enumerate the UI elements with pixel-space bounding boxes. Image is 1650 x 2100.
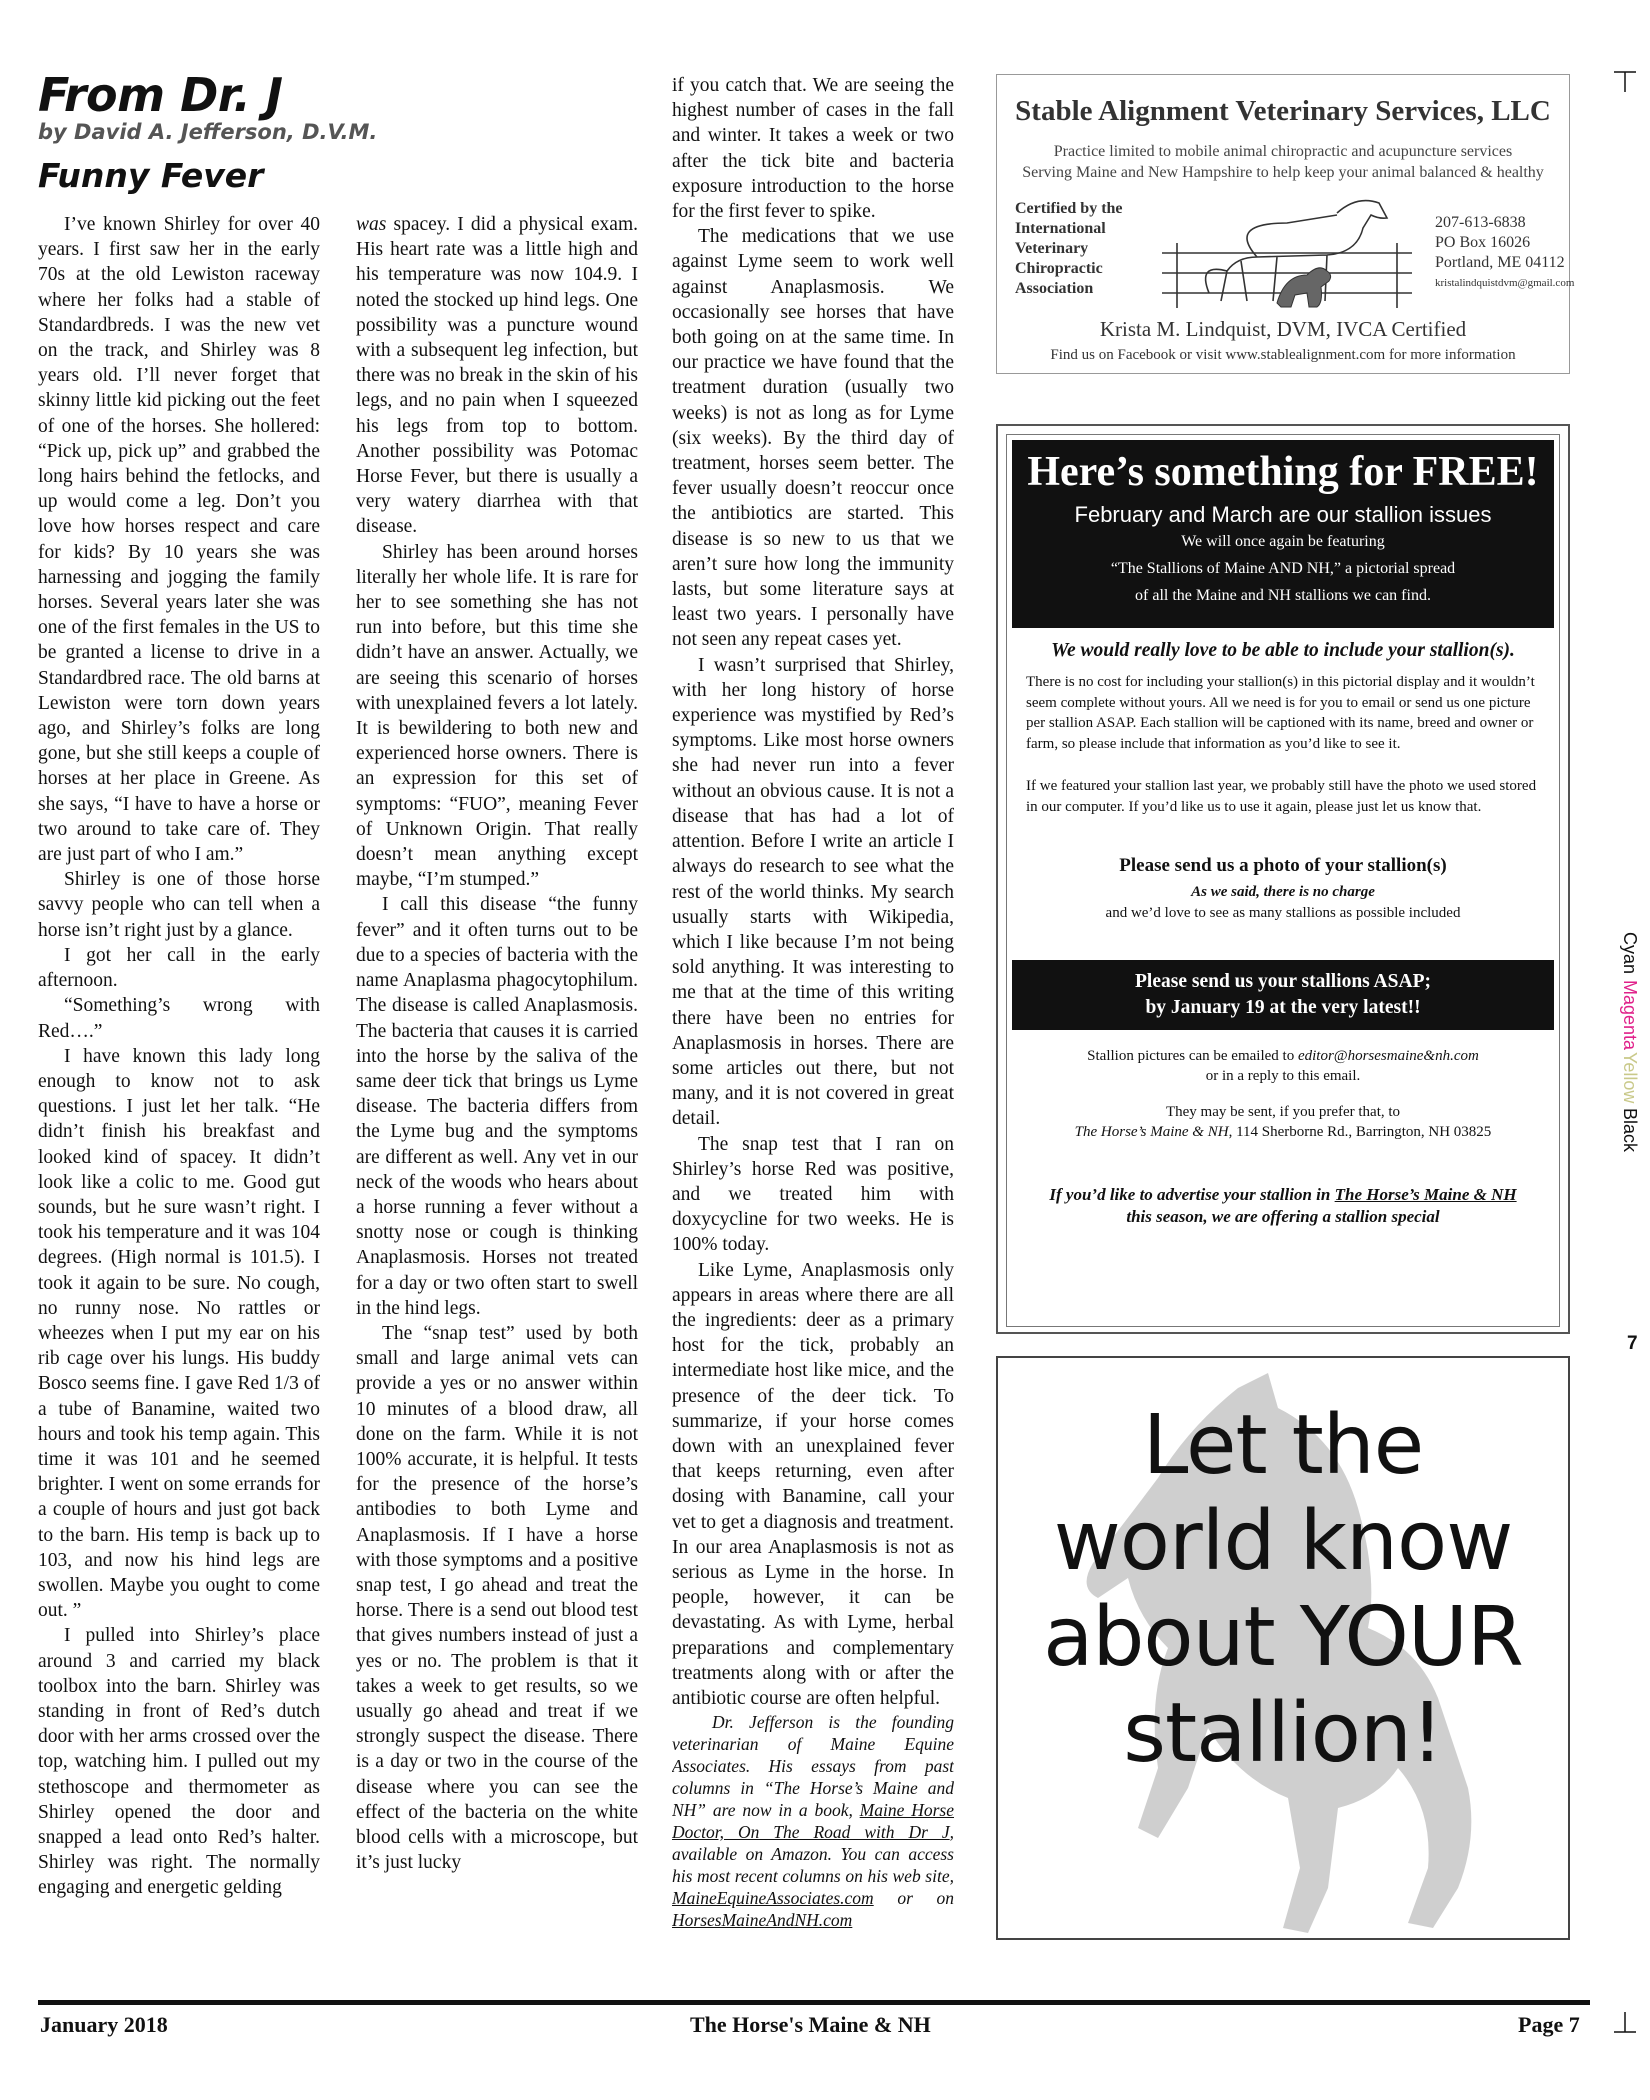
crop-mark-icon [1612,70,1638,94]
free-line: of all the Maine and NH stallions we can find. [1135,587,1431,604]
contact-info: 207-613-6838 PO Box 16026 Portland, ME 04112 kristalindquistdvm@gmail.com [1435,214,1575,289]
stallion-free-ad [996,424,1570,1334]
footer-publication: The Horse's Maine & NH [690,2012,931,2037]
author-bio [672,1711,954,1931]
ad-footer: Find us on Facebook or visit www.stablealignment.com for more information [1050,347,1516,363]
footer-rule [38,2000,1590,2005]
email-info: Stallion pictures can be emailed to editor@horsesmaine&nh.com [1087,1048,1479,1064]
free-paragraph: There is no cost for including your stallion(s) in this pictorial display and it wouldn’t seem complete without yours. All we need is for you to email or send us one picture per stallion ASAP. Each stallion will be captioned with its name, breed and owner or farm, so please include that information as you’d like to see it. [1026,674,1535,752]
paragraph: if you catch that. We are seeing the highest number of cases in the fall and winter. It takes a week or two after the tick bite and bacteria exposure introduction to the horse for the first fever to spike. [672,75,954,223]
byline: by David A. Jefferson, D.V.M. [38,120,378,144]
deadline-line: by January 19 at the very latest!! [1145,997,1421,1018]
vet-name: Krista M. Lindquist, DVM, IVCA Certified [1099,317,1467,341]
color-label-cyan: Cyan [1620,932,1640,975]
book-title: Maine Horse Doctor, On The Road with Dr J [672,1800,954,1843]
paragraph [356,212,638,540]
color-label-black: Black [1620,1108,1640,1153]
page-title: From Dr. J [38,68,283,122]
ad-subtitle: Practice limited to mobile animal chiropractic and acupuncture services Serving Maine and New Hampshire to help keep your animal balanced & healthy [1022,143,1544,181]
footer-date: January 2018 [40,2012,168,2037]
free-line: We will once again be featuring [1181,533,1385,550]
article-column-3 [672,73,954,1953]
deadline-banner [1012,960,1554,1030]
mail-address: The Horse’s Maine & NH, 114 Sherborne Rd., Barrington, NH 03825 [1074,1124,1492,1140]
bio-text: or on [873,1888,954,1909]
website-link[interactable]: MaineEquineAssociates.com [672,1888,874,1909]
send-photo-heading: Please send us a photo of your stallion(s) [1119,855,1447,876]
advertise-text: If you’d like to advertise your stallion in The Horse’s Maine & NH this season, we are offering a stallion special [1049,1185,1517,1226]
paragraph: I have known this lady long enough to know not to ask questions. I just let her talk. “He didn’t finish his breakfast and looked kind of spacey. It didn’t look like a colic to me. Good gut sounds, but he sure wasn’t right. I took his temperature and it was 104 degrees. (High normal is 101.5). I took it again to be sure. No cough, no runny nose. No rattles or wheezes when I put my ear on his rib cage over his lungs. His buddy Bosco seems fine. I gave Red 1/3 of a tube of Banamine, waited two hours and took his temp again. This time it was 101 and he seemed brighter. I went on some errands for a couple of hours and just got back to the barn. His temp is back up to 103, and now his hind legs are swollen. Maybe you ought to come out. ” [38,1045,320,1622]
no-charge-text: As we said, there is no charge [1191,884,1375,900]
paragraph: Shirley is one of those horse savvy people who can tell when a horse isn’t right just by a glance. [38,869,320,941]
paragraph: The medications that we use against Lyme seem to work well against Anaplasmosis. We occasionally see horses that have both going on at the same time. In our practice we have found that the treatment duration (usually two weeks) is not as long as for Lyme (six weeks). By the third day of treatment, horses seem better. The fever usually doesn’t reoccur once the antibiotics are started. This disease is so new to us that we aren’t sure how long the immunity lasts, but some literature says at least two years. I personally have not seen any repeat cases yet. [672,226,954,651]
paragraph: I’ve known Shirley for over 40 years. I first saw her in the early 70s at the old Lewiston raceway where her folks had a stable of Standardbreds. I was the new vet on the track, and Shirley was 8 years old. I’ll never forget that skinny little kid picking out the feet of one of the horses. She hollered: “Pick up, pick up” and grabbed the long hairs behind the fetlocks, and up would come a leg. Don’t you love how horses respect and care for kids? By 10 years she was harnessing and jogging the family horses. Several years later she was one of the first females in the US to be granted a license to drive in a Standardbred race. The old barns at Lewiston were torn down years ago, and Shirley’s folks are long gone, but she still keeps a couple of horses at her place in Greene. As she says, “I have to have a horse or two around to take care of. They are just part of who I am.” [38,214,320,866]
free-headline: Here’s something for FREE! [1027,449,1539,495]
paragraph: I pulled into Shirley’s place around 3 and carried my black toolbox into the barn. Shirley was standing in front of Red’s dutch door with her arms crossed over the top, watching him. I pulled out my stethoscope and thermometer as Shirley opened the door and snapped a lead onto Red’s halter. Shirley was right. The normally engaging and energetic gelding [38,1625,320,1899]
paragraph-text: spacey. I did a physical exam. His heart rate was a little high and his temperature was now 104.9. I noted the stocked up hind legs. One possibility was a puncture wound with a subsequent leg infection, but there was no break in the skin of his legs, and no pain when I squeezed his legs from top to bottom. Another possibility was Potomac Horse Fever, but there is usually a very watery diarrhea with that disease. [356,214,638,538]
deadline-line: Please send us your stallions ASAP; [1135,971,1431,992]
crop-mark-icon [1612,2010,1638,2036]
free-paragraph: If we featured your stallion last year, we probably still have the photo we used stored in our computer. If you’d like us to use it again, please just let us know that. [1026,778,1537,815]
article-title: Funny Fever [38,156,264,195]
stable-alignment-ad [996,74,1575,374]
horse-and-dog-illustration-icon [1157,183,1417,313]
paragraph: The snap test that I ran on Shirley’s horse Red was positive, and we treated him with doxycycline for two weeks. He is 100% today. [672,1133,954,1256]
paragraph: I call this disease “the funny fever” and it often turns out to be due to a species of bacteria with the name Anaplasma phagocytophilum. The disease is called Anaplasmosis. The bacteria that causes it is carried into the horse by the saliva of the same deer tick that brings us Lyme disease. The bacteria differs from the Lyme bug and the symptoms are different as well. Any vet in our neck of the woods who hears about a horse running a fever without a snotty nose or cough is thinking Anaplasmosis. Horses not treated for a day or two often start to swell in the hind legs. [356,894,638,1319]
page-number-margin: 7 [1627,1333,1638,1354]
paragraph: Shirley has been around horses literally her whole life. It is rare for her to see something she has not run into before, but this time she didn’t have an answer. Actually, we are seeing this scenario of horses with unexplained fevers a lot lately. It is bewildering to both new and experienced horse owners. There is an expression for this set of symptoms: “FUO”, meaning Fever of Unknown Origin. That really doesn’t mean anything except maybe, “I’m stumped.” [356,541,638,891]
paragraph: “Something’s wrong with Red….” [38,995,320,1042]
color-registration-bar [1614,928,1644,1208]
paragraph: The “snap test” used by both small and large animal vets can provide a yes or no answer within 10 minutes of a blood draw, all done on the farm. While it is not 100% accurate, it is helpful. It tests for the presence of the horse’s antibodies to both Lyme and Anaplasmosis. If I have a horse with those symptoms and a positive snap test, I go ahead and treat the horse. There is a send out blood test that gives numbers instead of just a yes or no. The problem is that it takes a week to get results, so we usually go ahead and treat if we strongly suspect the disease. There is a day or two in the course of the disease where you can see the effect of the bacteria on the white blood cells with a microscope, but it’s just lucky [356,1322,638,1874]
free-subhead: February and March are our stallion issues [1074,502,1492,527]
color-label-yellow: Yellow [1620,1052,1640,1104]
let-world-know-ad [996,1356,1570,1940]
article-column-1 [38,212,320,1947]
paragraph: I got her call in the early afternoon. [38,944,320,992]
paragraph: I wasn’t surprised that Shirley, with her long history of horse experience was mystified by Red’s symptoms. Like most horse owners she had never run into a fever without an obvious cause. It is not a disease that has had a lot of attention. Before I write an article I always do research to see what the rest of the world thinks. My search usually starts with Wikipedia, which I like because I’m not being sold anything. It was interesting to me that at the time of this writing there have been no entries for Anaplasmosis in horses. There are some articles out there, but not many, and it is not covered in great detail. [672,654,954,1130]
footer-page: Page 7 [1518,2012,1580,2037]
include-stallion-heading: We would really love to be able to include your stallion(s). [1051,640,1515,661]
bio-text: Dr. Jefferson is the founding veterinarian of Maine Equine Associates. His essays from past columns in “The Horse’s Maine and NH” are now in a book, [672,1712,954,1821]
ad-title: Stable Alignment Veterinary Services, LLC [1015,95,1551,127]
certification-text: Certified by the International Veterinary Chiropractic Association [1015,200,1123,297]
italic-word: was [356,214,387,235]
free-line: “The Stallions of Maine AND NH,” a pictorial spread [1110,560,1456,577]
color-label-magenta: Magenta [1620,980,1640,1051]
mail-info: They may be sent, if you prefer that, to [1165,1104,1401,1120]
paragraph: Like Lyme, Anaplasmosis only appears in areas where there are all the ingredients: deer as a primary host for the tick, probably an intermediate host like mice, and the presence of the deer tick. To summarize, if your horse comes down with an unexplained fever that keeps returning, even after dosing with Banamine, call your vet to get a diagnosis and treatment. In our area Anaplasmosis is not as serious as Lyme in the horse. In people, however, it can be devastating. As with Lyme, herbal preparations and complementary treatments along with or after the antibiotic course are often helpful. [672,1259,954,1709]
email-info-2: or in a reply to this email. [1205,1068,1361,1084]
email-link[interactable]: editor@horsesmaine&nh.com [1297,1048,1479,1064]
world-know-text: Let the world know about YOUR stallion! [1043,1398,1523,1781]
free-banner [1012,440,1554,628]
send-line: and we’d love to see as many stallions as possible included [1105,905,1461,921]
website-link[interactable]: HorsesMaineAndNH.com [672,1910,853,1931]
bio-text: , available on Amazon. You can access his most recent columns on his web site, [672,1822,954,1887]
article-column-2 [356,212,638,1947]
